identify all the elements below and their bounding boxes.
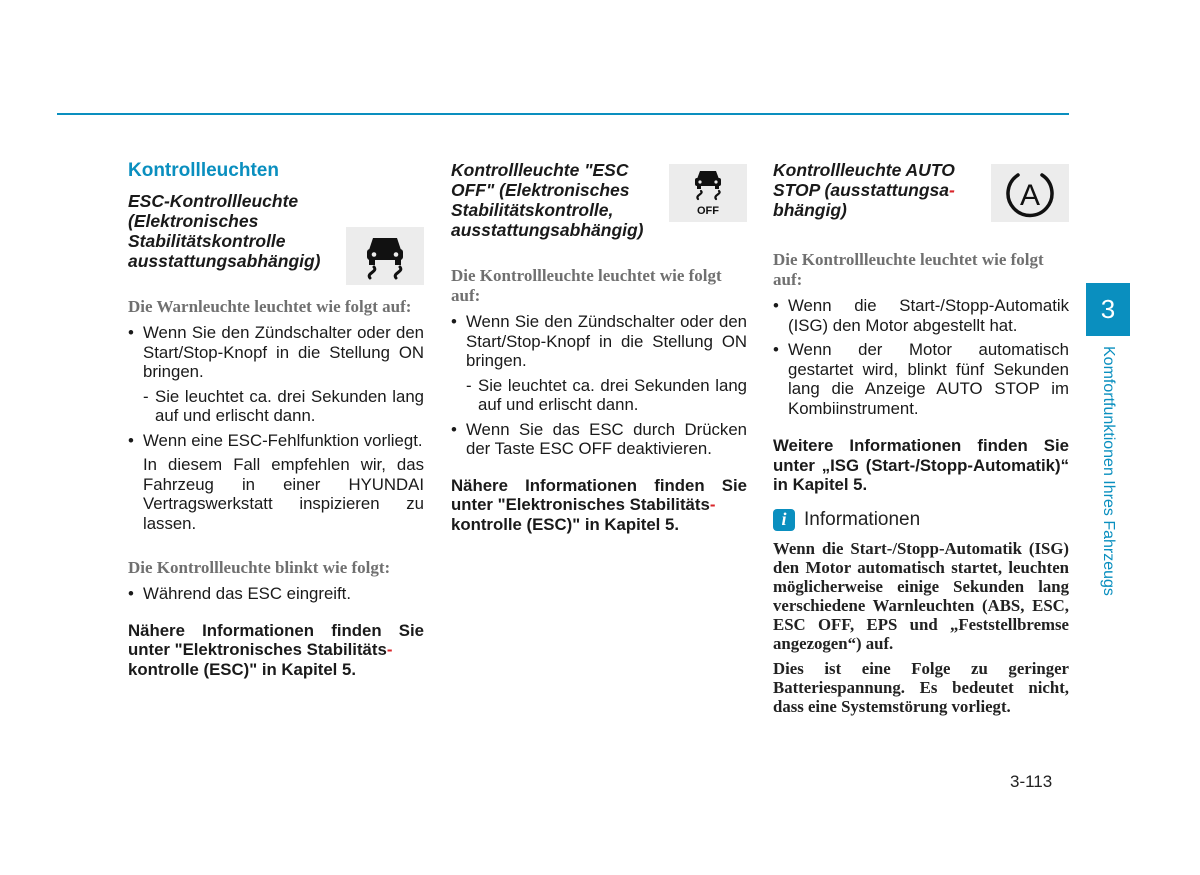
- list-item: • Wenn Sie das ESC durch Drücken der Taste ESC OFF deaktivieren.: [451, 420, 747, 459]
- esc-off-icon-label: OFF: [697, 205, 719, 217]
- lead-text: Die Kontrollleuchte leuchtet wie folgt auf:: [773, 250, 1044, 289]
- column-esc: [128, 160, 424, 679]
- sub-item: - Sie leuchtet ca. drei Sekunden lang auf und erlischt dann.: [451, 376, 747, 415]
- bullet-list: [128, 584, 424, 604]
- reference-text: Nähere Informationen finden Sie unter "Elektronisches Stabilitäts- kontrolle (ESC)" in Kapitel 5.: [451, 475, 747, 534]
- bullet-list: [451, 420, 747, 459]
- list-item: • Während das ESC eingreift.: [128, 584, 424, 604]
- reference-text: Nähere Informationen finden Sie unter "Elektronisches Stabilitäts- kontrolle (ESC)" in Kapitel 5.: [128, 620, 424, 679]
- lead-text: Die Kontrollleuchte leuchtet wie folgt auf:: [451, 266, 722, 305]
- esc-subheading: ESC-Kontrollleuchte (Elektronisches Stabilitätskontrolle ausstattungsabhängig): [128, 191, 321, 271]
- reference-text: Weitere Informationen finden Sie unter „ISG (Start-/Stopp-Automatik)“ in Kapitel 5.: [773, 436, 1069, 494]
- note-text: In diesem Fall empfehlen wir, das Fahrzeug in einer HYUNDAI Vertragswerkstatt inspizieren zu lassen.: [143, 455, 424, 533]
- info-paragraph: Wenn die Start-/Stopp-Automatik (ISG) den Motor automatisch startet, leuchten möglicherweise einige Sekunden lang verschiedene Warnleuchten (ABS, ESC, ESC OFF, EPS und „Feststellbremse angezogen“) auf.: [773, 538, 1069, 653]
- esc-off-icon: [669, 164, 747, 222]
- info-icon: i: [773, 509, 795, 531]
- bullet-list: [773, 296, 1069, 418]
- auto-stop-letter: A: [1019, 179, 1041, 212]
- chapter-title: Komfortfunktionen Ihres Fahrzeugs: [1100, 346, 1117, 596]
- auto-stop-heading-row: [773, 160, 1069, 222]
- list-item: • Wenn die Start-/Stopp-Automatik (ISG) den Motor abgestellt hat.: [773, 296, 1069, 335]
- section-title: Kontrollleuchten: [128, 160, 279, 181]
- bullet-list: [128, 431, 424, 451]
- list-item: • Wenn eine ESC-Fehlfunktion vorliegt.: [128, 431, 424, 451]
- esc-off-subheading: Kontrollleuchte "ESC OFF" (Elektronisches Stabilitätskontrolle, ausstattungsabhängig): [451, 160, 644, 240]
- info-label: Informationen: [804, 508, 921, 530]
- column-esc-off: [451, 160, 747, 534]
- list-item: • Wenn Sie den Zündschalter oder den Start/Stop-Knopf in die Stellung ON bringen.: [451, 312, 747, 371]
- esc-off-heading-row: [451, 160, 747, 240]
- list-item: • Wenn Sie den Zündschalter oder den Start/Stop-Knopf in die Stellung ON bringen.: [128, 323, 424, 382]
- page-number: 3-113: [1010, 772, 1053, 791]
- auto-stop-subheading: Kontrollleuchte AUTO STOP (ausstattungsa- bhängig): [773, 160, 955, 220]
- bullet-list: [128, 323, 424, 382]
- info-paragraph: Dies ist eine Folge zu geringer Batteriespannung. Es bedeutet nicht, dass eine Systemstörung vorliegt.: [773, 658, 1069, 716]
- sub-item: - Sie leuchtet ca. drei Sekunden lang auf und erlischt dann.: [128, 387, 424, 426]
- lead-text: Die Kontrollleuchte blinkt wie folgt:: [128, 558, 391, 577]
- chapter-tab: 3: [1086, 283, 1130, 336]
- esc-heading-row: [128, 191, 424, 285]
- auto-stop-icon: [991, 164, 1069, 222]
- header-rule: [57, 113, 1069, 115]
- info-heading: [773, 509, 1069, 531]
- esc-skid-icon: [346, 227, 424, 285]
- bullet-list: [451, 312, 747, 371]
- list-item: • Wenn der Motor automatisch gestartet wird, blinkt fünf Sekunden lang die Anzeige AUTO STOP im Kombiinstrument.: [773, 340, 1069, 418]
- column-auto-stop: [773, 160, 1069, 722]
- lead-text: Die Warnleuchte leuchtet wie folgt auf:: [128, 297, 412, 316]
